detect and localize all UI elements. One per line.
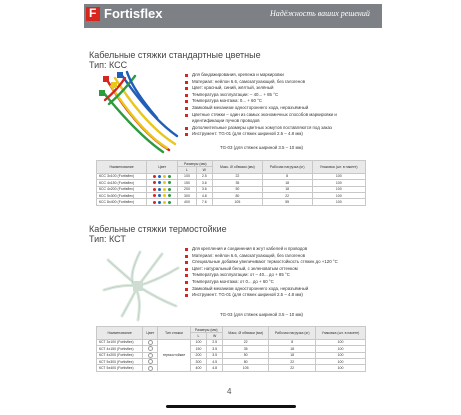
table-cell: 22 xyxy=(213,173,263,179)
table-cell: 150 xyxy=(178,180,196,186)
table-cell: 80 xyxy=(222,358,269,364)
table-cell: 4.8 xyxy=(207,365,222,371)
color-dot xyxy=(163,201,166,204)
table-cell: 50 xyxy=(222,352,269,358)
table-cell: 400 xyxy=(178,199,196,205)
color-dot xyxy=(158,181,161,184)
color-dot xyxy=(153,175,156,178)
table-cell: 100 xyxy=(312,180,365,186)
color-dot xyxy=(168,181,171,184)
col-header: Макс. Ø обвязки (мм) xyxy=(213,161,263,174)
spec-item: Температура монтажа: 0... + 60 °C xyxy=(184,98,362,105)
table-cell: 200 xyxy=(178,186,196,192)
table-cell: 55 xyxy=(262,199,312,205)
col-header: Рабочая нагрузка (кг) xyxy=(262,161,312,174)
spec-item: Замковый механизм одностороннего хода, неразъёмный xyxy=(184,286,342,293)
col-header: Цвет xyxy=(147,161,178,174)
color-dot xyxy=(153,181,156,184)
section1-spec-table xyxy=(96,160,366,206)
table-cell: 50 xyxy=(213,186,263,192)
table-cell: 100 xyxy=(315,352,365,358)
table-cell: 35 xyxy=(222,346,269,352)
col-header: Наименование xyxy=(97,327,143,340)
table-cell: 35 xyxy=(213,180,263,186)
section1-spec-list xyxy=(184,72,362,138)
spec-item: Для бандажирования, крепежа и маркировки xyxy=(184,72,362,79)
colored-cable-ties-photo xyxy=(97,70,181,156)
table-cell: 3.6 xyxy=(196,180,213,186)
color-dot xyxy=(158,201,161,204)
color-dot xyxy=(153,194,156,197)
brand-logo-icon xyxy=(86,7,100,21)
table-cell: 22 xyxy=(262,192,312,198)
table-cell: 100 xyxy=(315,346,365,352)
spec-item: Замковый механизм одностороннего хода, неразъёмный xyxy=(184,105,362,112)
table-cell: 100 xyxy=(190,339,207,345)
col-header: Размеры (мм) xyxy=(178,161,213,167)
table-cell: 2.5 xyxy=(207,339,222,345)
spec-item: Инструмент: TG-01 (для стяжек шириной 2.5 – 4.8 мм) xyxy=(184,131,362,138)
spec-item: Дополнительные размеры цветных хомутов поставляются под заказ xyxy=(184,125,362,132)
product-name: КСС 4x200 (Fortisflex) xyxy=(97,186,147,192)
table-cell: 100 xyxy=(312,192,365,198)
table-cell: 300 xyxy=(178,192,196,198)
product-name: КСТ 4x150 (Fortisflex) xyxy=(97,346,143,352)
table-row xyxy=(97,365,366,371)
spec-item: Температура эксплуатации: – 40... + 85 °C xyxy=(184,92,362,99)
color-dot xyxy=(158,175,161,178)
product-name: КСТ 5x400 (Fortisflex) xyxy=(97,365,143,371)
color-dot xyxy=(163,181,166,184)
table-cell: 18 xyxy=(269,346,316,352)
color-dot xyxy=(163,175,166,178)
table-cell: 100 xyxy=(178,173,196,179)
spec-item: Температура эксплуатации: от – 40... до + 85 °C xyxy=(184,272,342,279)
product-name: КСТ 5x300 (Fortisflex) xyxy=(97,358,143,364)
col-header: Упаковка (шт. в пакете) xyxy=(312,161,365,174)
product-name: КСТ 3x100 (Fortisflex) xyxy=(97,339,143,345)
spec-item: Материал: нейлон 6.6, самозатухающий, без галогенов xyxy=(184,79,362,86)
section2-spec-list xyxy=(184,246,342,299)
col-subheader: W xyxy=(196,167,213,173)
col-header: Макс. Ø обвязки (мм) xyxy=(222,327,269,340)
spec-item: Цветные стяжки – один из самых экономичных способов маркировки и идентификации пучков проводов xyxy=(184,112,362,125)
table-cell: 105 xyxy=(213,199,263,205)
section2-title: Кабельные стяжки термостойкие xyxy=(89,224,227,234)
color-dot xyxy=(168,175,171,178)
table-cell: 22 xyxy=(222,339,269,345)
color-dot xyxy=(168,201,171,204)
color-dot xyxy=(153,188,156,191)
table-cell: 18 xyxy=(262,180,312,186)
page-number: 4 xyxy=(227,387,232,396)
heat-resistant-cable-ties-photo xyxy=(98,246,182,326)
tie-type: термостойкие xyxy=(158,339,190,371)
color-swatch xyxy=(143,365,158,371)
col-header: Рабочая нагрузка (кг) xyxy=(269,327,316,340)
color-dot xyxy=(168,194,171,197)
table-cell: 100 xyxy=(315,339,365,345)
table-cell: 100 xyxy=(312,173,365,179)
product-name: КСТ 4x200 (Fortisflex) xyxy=(97,352,143,358)
color-dot xyxy=(158,188,161,191)
table-cell: 8 xyxy=(269,339,316,345)
brand-tagline: Надёжность ваших решений xyxy=(270,9,370,18)
table-cell: 150 xyxy=(190,346,207,352)
table-cell: 100 xyxy=(315,358,365,364)
table-cell: 4.5 xyxy=(207,358,222,364)
col-header: Тип стяжки xyxy=(158,327,190,340)
table-cell: 3.5 xyxy=(207,346,222,352)
spec-item: Материал: нейлон 6.6, самозатухающий, без галогенов xyxy=(184,253,342,260)
table-cell: 3.6 xyxy=(196,186,213,192)
col-subheader: W xyxy=(207,333,222,339)
col-header: Упаковка (шт. в пакете) xyxy=(315,327,365,340)
section2-spec-table xyxy=(96,326,366,372)
table-cell: 22 xyxy=(269,358,316,364)
home-indicator[interactable] xyxy=(166,405,296,408)
color-dot xyxy=(148,359,153,364)
color-dot xyxy=(163,194,166,197)
table-cell: 200 xyxy=(190,352,207,358)
table-cell: 22 xyxy=(269,365,316,371)
product-name: КСС 3x100 (Fortisflex) xyxy=(97,173,147,179)
spec-item: Температура монтажа: от 0... до + 60 °C xyxy=(184,279,342,286)
color-dot xyxy=(148,346,153,351)
spec-item: Специальные добавки увеличивают термостойкость стяжек до +120 °C xyxy=(184,259,342,266)
table-cell: 3.5 xyxy=(207,352,222,358)
product-name: КСС 5x300 (Fortisflex) xyxy=(97,192,147,198)
color-swatches xyxy=(147,199,178,205)
color-dot xyxy=(163,188,166,191)
col-header: Наименование xyxy=(97,161,147,174)
table-cell: 105 xyxy=(222,365,269,371)
col-header: Цвет xyxy=(143,327,158,340)
table-cell: 80 xyxy=(213,192,263,198)
color-dot xyxy=(148,340,153,345)
spec-item: Цвет: красный, синий, жёлтый, зелёный xyxy=(184,85,362,92)
spec-item: Инструмент: TG-01 (для стяжек шириной 2.5 – 4.8 мм) xyxy=(184,292,342,299)
col-subheader: L xyxy=(178,167,196,173)
spec-item: Для крепления и соединения в жгут кабелей и проводов xyxy=(184,246,342,253)
color-dot xyxy=(168,188,171,191)
table-cell: 100 xyxy=(312,199,365,205)
product-name: КСС 8x400 (Fortisflex) xyxy=(97,199,147,205)
table-cell: 100 xyxy=(312,186,365,192)
section1-type: Тип: КСС xyxy=(89,60,128,70)
brand-name: Fortisflex xyxy=(104,6,163,21)
table-cell: 2.5 xyxy=(196,173,213,179)
table-cell: 18 xyxy=(262,186,312,192)
col-subheader: L xyxy=(190,333,207,339)
section1-tool-extra: TG-03 (для стяжек шириной 3.5 – 10 мм) xyxy=(220,145,303,150)
color-dot xyxy=(153,201,156,204)
table-cell: 8 xyxy=(262,173,312,179)
table-cell: 400 xyxy=(190,365,207,371)
table-cell: 18 xyxy=(269,352,316,358)
table-cell: 300 xyxy=(190,358,207,364)
table-cell: 100 xyxy=(315,365,365,371)
product-name: КСС 4x150 (Fortisflex) xyxy=(97,180,147,186)
color-dot xyxy=(148,366,153,371)
section1-title: Кабельные стяжки стандартные цветные xyxy=(89,50,261,60)
spec-item: Цвет: натуральный белый, с зеленоватым оттенком xyxy=(184,266,342,273)
table-cell: 7.6 xyxy=(196,199,213,205)
table-row xyxy=(97,199,366,205)
section2-type: Тип: КСТ xyxy=(89,234,126,244)
table-cell: 4.8 xyxy=(196,192,213,198)
col-header: Размеры (мм) xyxy=(190,327,222,333)
section2-tool-extra: TG-03 (для стяжек шириной 3.5 – 10 мм) xyxy=(220,312,303,317)
color-dot xyxy=(158,194,161,197)
color-dot xyxy=(148,353,153,358)
